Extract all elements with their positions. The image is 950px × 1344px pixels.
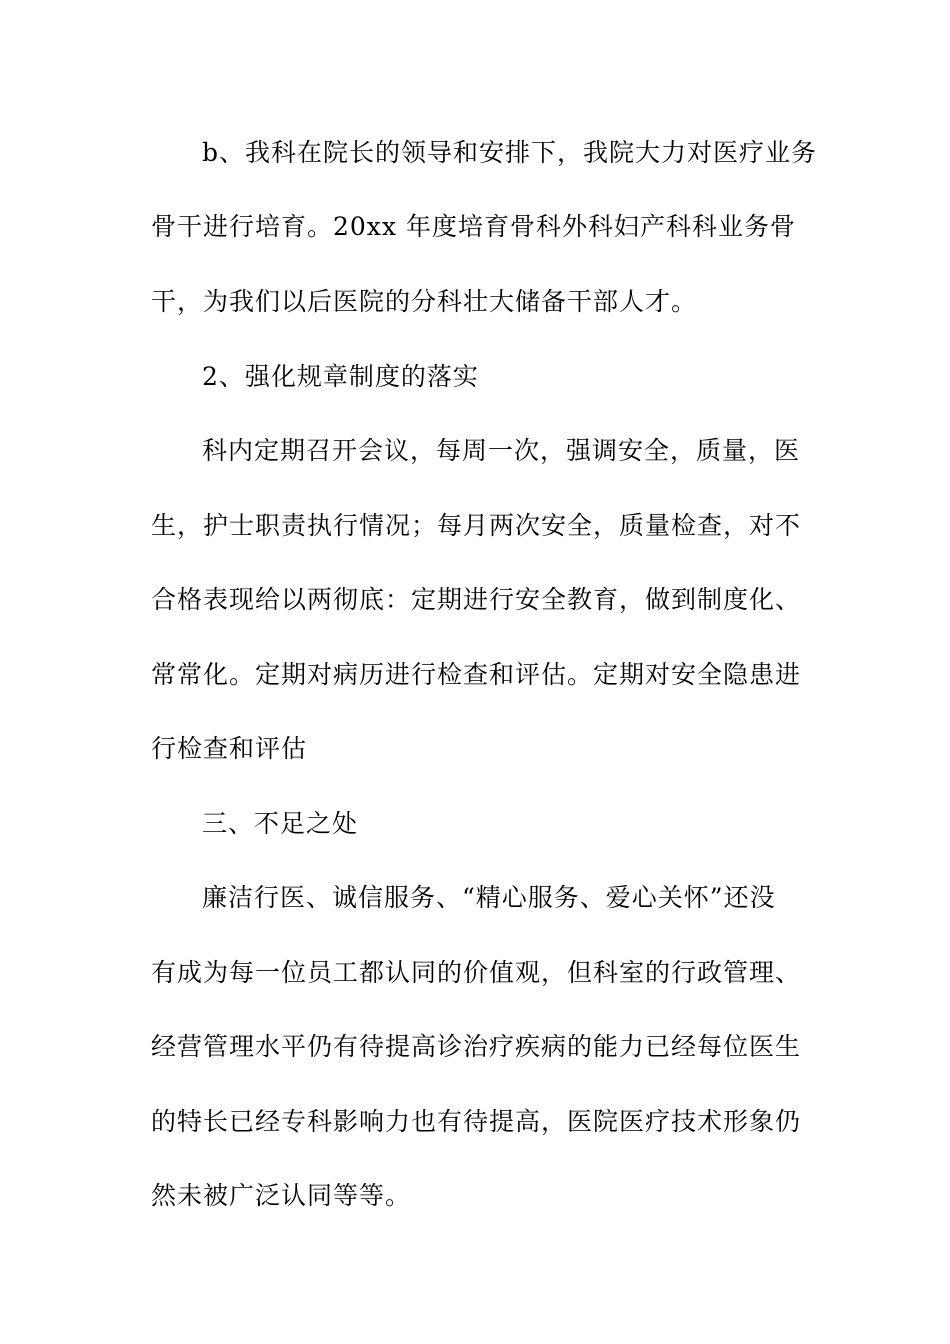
paragraph-training-line-3: 干，为我们以后医院的分科壮大储备干部人才。 <box>151 287 698 316</box>
paragraph-shortcomings-line-5: 然未被广泛认同等等。 <box>151 1181 412 1210</box>
paragraph-training-line-1: b、我科在院长的领导和安排下，我院大力对医疗业务 <box>202 138 818 167</box>
heading-rules: 2、强化规章制度的落实 <box>202 362 479 391</box>
heading-shortcomings: 三、不足之处 <box>202 809 359 838</box>
paragraph-meetings-line-5: 行检查和评估 <box>151 734 308 763</box>
paragraph-shortcomings-line-4: 的特长已经专科影响力也有待提高，医院医疗技术形象仍 <box>151 1107 802 1136</box>
paragraph-training-line-2: 骨干进行培育。20xx 年度培育骨科外科妇产科科业务骨 <box>151 212 796 241</box>
paragraph-meetings-line-2: 生，护士职责执行情况；每月两次安全，质量检查，对不 <box>151 511 802 540</box>
paragraph-meetings-line-4: 常常化。定期对病历进行检查和评估。定期对安全隐患进 <box>151 660 802 689</box>
paragraph-shortcomings-line-3: 经营管理水平仍有待提高诊治疗疾病的能力已经每位医生 <box>151 1032 802 1061</box>
paragraph-shortcomings-line-2: 有成为每一位员工都认同的价值观，但科室的行政管理、 <box>151 958 802 987</box>
paragraph-meetings-line-3: 合格表现给以两彻底：定期进行安全教育，做到制度化、 <box>151 585 802 614</box>
paragraph-meetings-line-1: 科内定期召开会议，每周一次，强调安全，质量，医 <box>202 436 801 465</box>
paragraph-shortcomings-line-1: 廉洁行医、诚信服务、“精心服务、爱心关怀”还没 <box>202 883 776 912</box>
